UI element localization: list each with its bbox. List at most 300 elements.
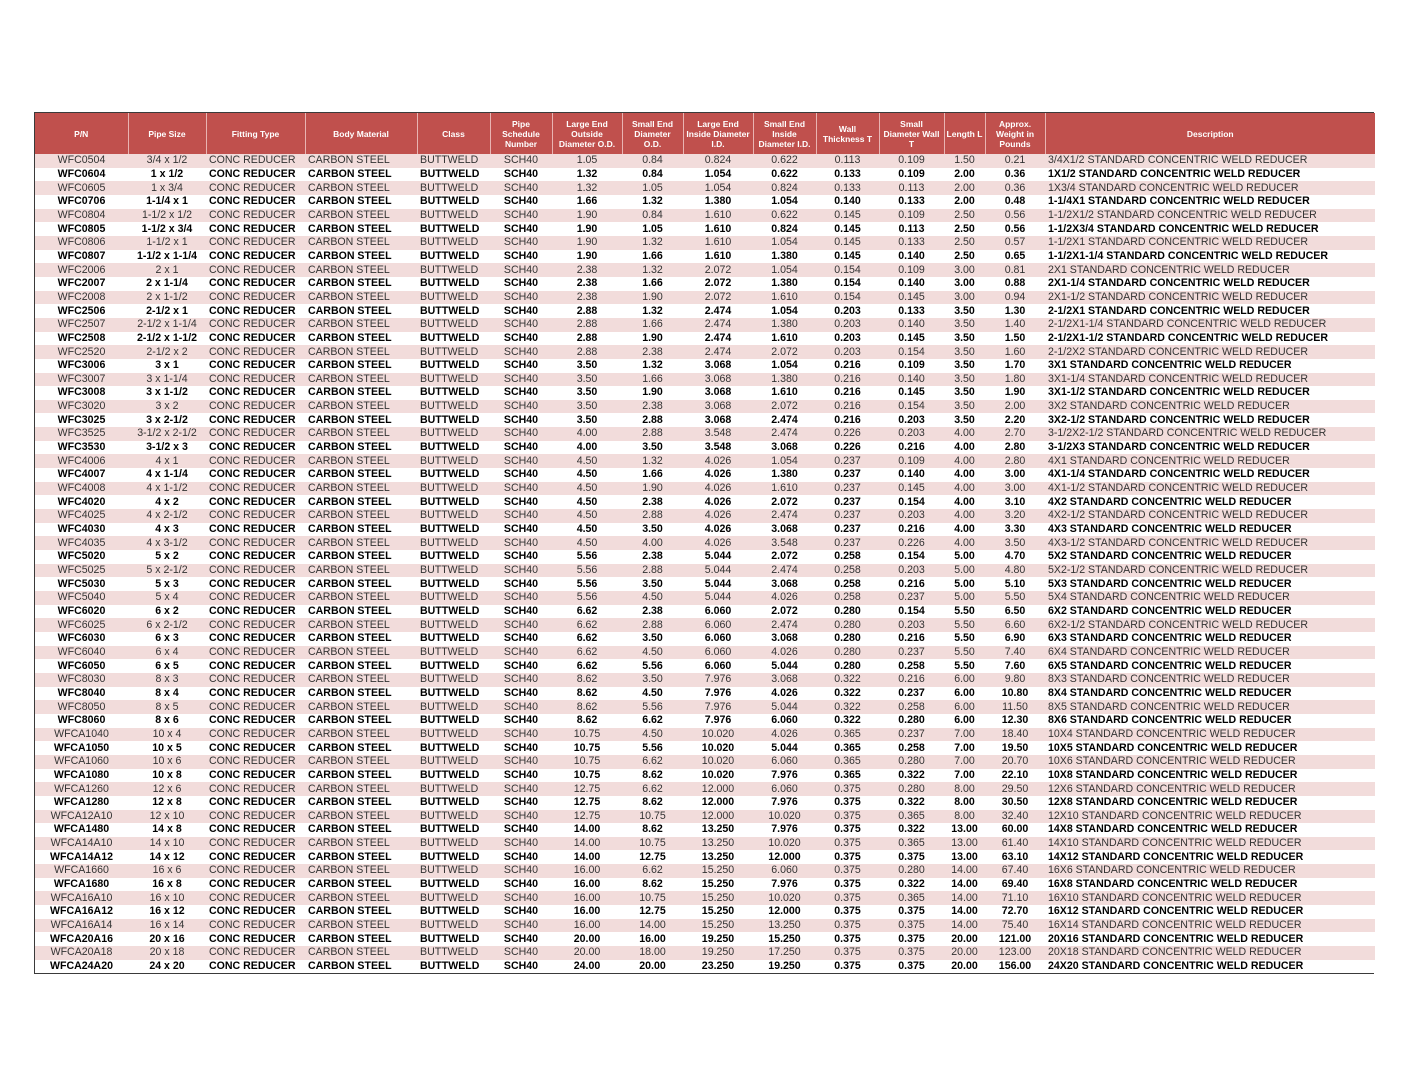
table-row (35, 796, 1375, 810)
cell-wall-thickness: 0.216 (816, 386, 879, 400)
table-row (35, 441, 1375, 455)
cell-description: 4X2 STANDARD CONCENTRIC WELD REDUCER (1045, 495, 1375, 509)
cell-body-material: CARBON STEEL (305, 386, 417, 400)
cell-pipe-size: 3-1/2 x 2-1/2 (128, 427, 206, 441)
cell-large-id: 4.026 (683, 523, 753, 537)
cell-description: 12X8 STANDARD CONCENTRIC WELD REDUCER (1045, 796, 1375, 810)
cell-small-od: 0.84 (622, 154, 683, 168)
cell-large-od: 14.00 (552, 837, 622, 851)
cell-length: 4.00 (944, 536, 985, 550)
cell-weight: 7.40 (985, 646, 1045, 660)
cell-wall-thickness: 0.145 (816, 236, 879, 250)
cell-small-od: 1.32 (622, 359, 683, 373)
cell-large-od: 1.66 (552, 195, 622, 209)
cell-description: 2-1/2X1-1/2 STANDARD CONCENTRIC WELD REDUCER (1045, 332, 1375, 346)
cell-small-od: 1.32 (622, 454, 683, 468)
cell-weight: 9.80 (985, 673, 1045, 687)
cell-small-od: 3.50 (622, 673, 683, 687)
cell-class: BUTTWELD (417, 495, 490, 509)
cell-wall-thickness: 0.154 (816, 291, 879, 305)
cell-large-id: 4.026 (683, 454, 753, 468)
cell-length: 3.00 (944, 263, 985, 277)
cell-description: 2X1-1/4 STANDARD CONCENTRIC WELD REDUCER (1045, 277, 1375, 291)
cell-fitting-type: CONC REDUCER (206, 577, 305, 591)
cell-class: BUTTWELD (417, 960, 490, 974)
cell-length: 3.50 (944, 304, 985, 318)
cell-large-od: 3.50 (552, 400, 622, 414)
cell-small-wall: 0.140 (879, 250, 944, 264)
cell-pn: WFC2008 (35, 291, 128, 305)
cell-large-od: 2.88 (552, 304, 622, 318)
cell-large-id: 4.026 (683, 495, 753, 509)
cell-large-od: 1.05 (552, 154, 622, 168)
cell-length: 3.50 (944, 373, 985, 387)
cell-body-material: CARBON STEEL (305, 413, 417, 427)
cell-schedule: SCH40 (490, 796, 552, 810)
cell-weight: 20.70 (985, 755, 1045, 769)
cell-body-material: CARBON STEEL (305, 550, 417, 564)
cell-pipe-size: 14 x 10 (128, 837, 206, 851)
table-row (35, 359, 1375, 373)
cell-fitting-type: CONC REDUCER (206, 891, 305, 905)
cell-large-id: 2.072 (683, 291, 753, 305)
cell-weight: 2.70 (985, 427, 1045, 441)
cell-large-od: 14.00 (552, 850, 622, 864)
cell-large-od: 4.00 (552, 441, 622, 455)
cell-wall-thickness: 0.375 (816, 932, 879, 946)
cell-wall-thickness: 0.375 (816, 905, 879, 919)
cell-pipe-size: 14 x 12 (128, 850, 206, 864)
cell-weight: 0.36 (985, 168, 1045, 182)
cell-length: 4.00 (944, 495, 985, 509)
cell-fitting-type: CONC REDUCER (206, 632, 305, 646)
cell-fitting-type: CONC REDUCER (206, 332, 305, 346)
cell-class: BUTTWELD (417, 550, 490, 564)
cell-large-id: 5.044 (683, 591, 753, 605)
cell-class: BUTTWELD (417, 659, 490, 673)
cell-class: BUTTWELD (417, 195, 490, 209)
cell-schedule: SCH40 (490, 591, 552, 605)
cell-fitting-type: CONC REDUCER (206, 536, 305, 550)
cell-small-id: 2.474 (753, 618, 816, 632)
cell-description: 2X1-1/2 STANDARD CONCENTRIC WELD REDUCER (1045, 291, 1375, 305)
cell-body-material: CARBON STEEL (305, 850, 417, 864)
cell-class: BUTTWELD (417, 359, 490, 373)
cell-schedule: SCH40 (490, 359, 552, 373)
cell-large-id: 15.250 (683, 878, 753, 892)
cell-wall-thickness: 0.375 (816, 837, 879, 851)
cell-description: 14X12 STANDARD CONCENTRIC WELD REDUCER (1045, 850, 1375, 864)
cell-schedule: SCH40 (490, 960, 552, 974)
cell-pn: WFCA16A12 (35, 905, 128, 919)
cell-pipe-size: 2-1/2 x 1-1/2 (128, 332, 206, 346)
cell-small-id: 5.044 (753, 659, 816, 673)
cell-small-id: 1.380 (753, 318, 816, 332)
cell-weight: 1.70 (985, 359, 1045, 373)
cell-wall-thickness: 0.322 (816, 700, 879, 714)
cell-wall-thickness: 0.237 (816, 536, 879, 550)
cell-small-wall: 0.375 (879, 932, 944, 946)
cell-pn: WFC0807 (35, 250, 128, 264)
cell-length: 5.00 (944, 564, 985, 578)
cell-body-material: CARBON STEEL (305, 291, 417, 305)
col-header-large-od: Large End Outside Diameter O.D. (552, 113, 622, 154)
cell-weight: 75.40 (985, 919, 1045, 933)
cell-large-id: 15.250 (683, 919, 753, 933)
cell-large-od: 6.62 (552, 632, 622, 646)
cell-small-od: 4.50 (622, 591, 683, 605)
cell-small-wall: 0.145 (879, 332, 944, 346)
cell-class: BUTTWELD (417, 837, 490, 851)
cell-small-id: 1.054 (753, 304, 816, 318)
cell-fitting-type: CONC REDUCER (206, 741, 305, 755)
cell-pipe-size: 6 x 2-1/2 (128, 618, 206, 632)
cell-length: 6.00 (944, 714, 985, 728)
cell-large-od: 10.75 (552, 755, 622, 769)
cell-length: 5.50 (944, 618, 985, 632)
cell-weight: 4.80 (985, 564, 1045, 578)
cell-small-id: 1.610 (753, 332, 816, 346)
cell-schedule: SCH40 (490, 782, 552, 796)
cell-description: 8X3 STANDARD CONCENTRIC WELD REDUCER (1045, 673, 1375, 687)
cell-schedule: SCH40 (490, 810, 552, 824)
cell-schedule: SCH40 (490, 154, 552, 168)
cell-large-id: 10.020 (683, 769, 753, 783)
cell-small-wall: 0.203 (879, 427, 944, 441)
cell-small-wall: 0.216 (879, 523, 944, 537)
cell-small-id: 2.072 (753, 605, 816, 619)
cell-class: BUTTWELD (417, 891, 490, 905)
cell-description: 6X2 STANDARD CONCENTRIC WELD REDUCER (1045, 605, 1375, 619)
cell-small-od: 1.90 (622, 482, 683, 496)
table-row (35, 509, 1375, 523)
cell-length: 20.00 (944, 932, 985, 946)
cell-small-id: 2.474 (753, 564, 816, 578)
cell-description: 1-1/2X3/4 STANDARD CONCENTRIC WELD REDUCER (1045, 222, 1375, 236)
cell-large-id: 15.250 (683, 905, 753, 919)
cell-schedule: SCH40 (490, 646, 552, 660)
cell-length: 4.00 (944, 482, 985, 496)
cell-large-id: 6.060 (683, 659, 753, 673)
cell-length: 13.00 (944, 850, 985, 864)
cell-small-id: 1.054 (753, 236, 816, 250)
cell-small-wall: 0.258 (879, 700, 944, 714)
cell-small-wall: 0.280 (879, 864, 944, 878)
cell-small-id: 2.072 (753, 400, 816, 414)
cell-body-material: CARBON STEEL (305, 181, 417, 195)
cell-large-id: 5.044 (683, 564, 753, 578)
cell-schedule: SCH40 (490, 304, 552, 318)
col-header-large-id: Large End Inside Diameter I.D. (683, 113, 753, 154)
cell-pn: WFCA1680 (35, 878, 128, 892)
cell-weight: 2.20 (985, 413, 1045, 427)
cell-schedule: SCH40 (490, 373, 552, 387)
cell-weight: 3.00 (985, 468, 1045, 482)
cell-length: 2.50 (944, 222, 985, 236)
cell-pipe-size: 3 x 2-1/2 (128, 413, 206, 427)
cell-pipe-size: 12 x 6 (128, 782, 206, 796)
cell-large-id: 2.474 (683, 318, 753, 332)
cell-weight: 0.36 (985, 181, 1045, 195)
cell-description: 1-1/2X1/2 STANDARD CONCENTRIC WELD REDUCER (1045, 209, 1375, 223)
cell-fitting-type: CONC REDUCER (206, 919, 305, 933)
cell-large-od: 2.88 (552, 318, 622, 332)
cell-fitting-type: CONC REDUCER (206, 400, 305, 414)
cell-small-od: 2.88 (622, 509, 683, 523)
cell-large-id: 2.474 (683, 304, 753, 318)
cell-small-od: 6.62 (622, 864, 683, 878)
cell-body-material: CARBON STEEL (305, 919, 417, 933)
cell-wall-thickness: 0.216 (816, 359, 879, 373)
cell-fitting-type: CONC REDUCER (206, 468, 305, 482)
cell-wall-thickness: 0.203 (816, 318, 879, 332)
cell-length: 4.00 (944, 441, 985, 455)
cell-schedule: SCH40 (490, 919, 552, 933)
cell-small-id: 3.548 (753, 536, 816, 550)
cell-small-od: 2.88 (622, 618, 683, 632)
cell-large-id: 6.060 (683, 632, 753, 646)
cell-small-wall: 0.140 (879, 318, 944, 332)
cell-pipe-size: 12 x 10 (128, 810, 206, 824)
cell-class: BUTTWELD (417, 796, 490, 810)
cell-large-od: 8.62 (552, 673, 622, 687)
cell-length: 5.00 (944, 591, 985, 605)
col-header-fitting-type: Fitting Type (206, 113, 305, 154)
cell-schedule: SCH40 (490, 769, 552, 783)
col-header-small-wall: Small Diameter Wall T (879, 113, 944, 154)
cell-pn: WFCA16A14 (35, 919, 128, 933)
cell-large-id: 3.548 (683, 441, 753, 455)
cell-small-id: 4.026 (753, 591, 816, 605)
cell-schedule: SCH40 (490, 905, 552, 919)
cell-schedule: SCH40 (490, 564, 552, 578)
cell-pn: WFC0806 (35, 236, 128, 250)
cell-description: 3-1/2X2-1/2 STANDARD CONCENTRIC WELD REDUCER (1045, 427, 1375, 441)
cell-small-id: 5.044 (753, 700, 816, 714)
cell-class: BUTTWELD (417, 932, 490, 946)
cell-pn: WFC6030 (35, 632, 128, 646)
cell-length: 4.00 (944, 509, 985, 523)
table-row (35, 728, 1375, 742)
cell-small-wall: 0.216 (879, 673, 944, 687)
cell-small-wall: 0.226 (879, 536, 944, 550)
cell-fitting-type: CONC REDUCER (206, 810, 305, 824)
cell-pipe-size: 10 x 6 (128, 755, 206, 769)
cell-wall-thickness: 0.145 (816, 222, 879, 236)
cell-body-material: CARBON STEEL (305, 700, 417, 714)
cell-wall-thickness: 0.216 (816, 373, 879, 387)
cell-pipe-size: 1-1/2 x 1-1/4 (128, 250, 206, 264)
cell-schedule: SCH40 (490, 413, 552, 427)
cell-wall-thickness: 0.133 (816, 168, 879, 182)
cell-small-id: 1.380 (753, 468, 816, 482)
table-row (35, 810, 1375, 824)
cell-small-wall: 0.365 (879, 810, 944, 824)
cell-weight: 0.88 (985, 277, 1045, 291)
cell-pn: WFC6025 (35, 618, 128, 632)
cell-large-od: 16.00 (552, 919, 622, 933)
cell-wall-thickness: 0.258 (816, 564, 879, 578)
cell-pn: WFC2006 (35, 263, 128, 277)
col-header-length: Length L (944, 113, 985, 154)
cell-description: 2-1/2X1 STANDARD CONCENTRIC WELD REDUCER (1045, 304, 1375, 318)
cell-small-id: 2.072 (753, 495, 816, 509)
cell-pipe-size: 2 x 1-1/4 (128, 277, 206, 291)
cell-body-material: CARBON STEEL (305, 400, 417, 414)
cell-wall-thickness: 0.226 (816, 427, 879, 441)
cell-class: BUTTWELD (417, 632, 490, 646)
cell-wall-thickness: 0.113 (816, 154, 879, 168)
cell-weight: 0.81 (985, 263, 1045, 277)
cell-description: 3/4X1/2 STANDARD CONCENTRIC WELD REDUCER (1045, 154, 1375, 168)
cell-class: BUTTWELD (417, 209, 490, 223)
cell-schedule: SCH40 (490, 932, 552, 946)
cell-fitting-type: CONC REDUCER (206, 441, 305, 455)
cell-description: 16X14 STANDARD CONCENTRIC WELD REDUCER (1045, 919, 1375, 933)
table-row (35, 154, 1375, 168)
table-body (35, 154, 1375, 973)
cell-description: 10X8 STANDARD CONCENTRIC WELD REDUCER (1045, 769, 1375, 783)
cell-length: 5.50 (944, 605, 985, 619)
cell-schedule: SCH40 (490, 728, 552, 742)
cell-wall-thickness: 0.216 (816, 413, 879, 427)
cell-class: BUTTWELD (417, 509, 490, 523)
cell-pn: WFCA1660 (35, 864, 128, 878)
cell-large-id: 19.250 (683, 932, 753, 946)
cell-schedule: SCH40 (490, 536, 552, 550)
cell-pn: WFC3525 (35, 427, 128, 441)
cell-small-od: 12.75 (622, 850, 683, 864)
cell-small-od: 2.38 (622, 550, 683, 564)
cell-description: 3X2 STANDARD CONCENTRIC WELD REDUCER (1045, 400, 1375, 414)
cell-small-od: 6.62 (622, 714, 683, 728)
cell-body-material: CARBON STEEL (305, 591, 417, 605)
cell-length: 3.50 (944, 413, 985, 427)
cell-pn: WFC8040 (35, 687, 128, 701)
cell-wall-thickness: 0.375 (816, 946, 879, 960)
cell-small-od: 20.00 (622, 960, 683, 974)
cell-wall-thickness: 0.280 (816, 659, 879, 673)
cell-class: BUTTWELD (417, 605, 490, 619)
cell-small-wall: 0.113 (879, 222, 944, 236)
cell-pipe-size: 16 x 12 (128, 905, 206, 919)
cell-pipe-size: 5 x 3 (128, 577, 206, 591)
cell-large-od: 1.90 (552, 250, 622, 264)
cell-small-id: 10.020 (753, 891, 816, 905)
cell-small-wall: 0.154 (879, 345, 944, 359)
cell-schedule: SCH40 (490, 755, 552, 769)
table-row (35, 564, 1375, 578)
cell-length: 2.00 (944, 181, 985, 195)
cell-large-od: 2.38 (552, 277, 622, 291)
cell-large-id: 6.060 (683, 605, 753, 619)
cell-wall-thickness: 0.145 (816, 209, 879, 223)
col-header-small-od: Small End Diameter O.D. (622, 113, 683, 154)
cell-pipe-size: 1-1/4 x 1 (128, 195, 206, 209)
cell-class: BUTTWELD (417, 413, 490, 427)
cell-small-wall: 0.322 (879, 769, 944, 783)
cell-small-id: 1.610 (753, 291, 816, 305)
cell-class: BUTTWELD (417, 318, 490, 332)
cell-large-id: 0.824 (683, 154, 753, 168)
cell-fitting-type: CONC REDUCER (206, 373, 305, 387)
cell-body-material: CARBON STEEL (305, 509, 417, 523)
cell-description: 1-1/4X1 STANDARD CONCENTRIC WELD REDUCER (1045, 195, 1375, 209)
cell-description: 10X6 STANDARD CONCENTRIC WELD REDUCER (1045, 755, 1375, 769)
table-row (35, 386, 1375, 400)
cell-pn: WFC0504 (35, 154, 128, 168)
cell-class: BUTTWELD (417, 618, 490, 632)
cell-length: 20.00 (944, 960, 985, 974)
cell-length: 5.00 (944, 577, 985, 591)
cell-large-od: 2.88 (552, 332, 622, 346)
cell-pipe-size: 8 x 3 (128, 673, 206, 687)
table-row (35, 318, 1375, 332)
cell-fitting-type: CONC REDUCER (206, 345, 305, 359)
cell-small-id: 0.622 (753, 209, 816, 223)
cell-length: 5.50 (944, 646, 985, 660)
cell-wall-thickness: 0.280 (816, 632, 879, 646)
cell-schedule: SCH40 (490, 687, 552, 701)
cell-fitting-type: CONC REDUCER (206, 181, 305, 195)
table-row (35, 495, 1375, 509)
table-row (35, 932, 1375, 946)
cell-pn: WFC4008 (35, 482, 128, 496)
cell-large-od: 5.56 (552, 550, 622, 564)
cell-schedule: SCH40 (490, 236, 552, 250)
cell-small-wall: 0.216 (879, 441, 944, 455)
cell-wall-thickness: 0.375 (816, 823, 879, 837)
cell-large-od: 3.50 (552, 373, 622, 387)
cell-weight: 0.56 (985, 222, 1045, 236)
cell-body-material: CARBON STEEL (305, 495, 417, 509)
cell-large-id: 3.548 (683, 427, 753, 441)
cell-body-material: CARBON STEEL (305, 932, 417, 946)
table-row (35, 960, 1375, 974)
cell-description: 12X10 STANDARD CONCENTRIC WELD REDUCER (1045, 810, 1375, 824)
cell-schedule: SCH40 (490, 291, 552, 305)
cell-weight: 22.10 (985, 769, 1045, 783)
cell-small-od: 2.38 (622, 495, 683, 509)
cell-small-wall: 0.237 (879, 591, 944, 605)
cell-large-id: 6.060 (683, 618, 753, 632)
cell-small-od: 3.50 (622, 632, 683, 646)
cell-pn: WFC3007 (35, 373, 128, 387)
cell-fitting-type: CONC REDUCER (206, 236, 305, 250)
cell-description: 4X1-1/4 STANDARD CONCENTRIC WELD REDUCER (1045, 468, 1375, 482)
cell-weight: 5.10 (985, 577, 1045, 591)
cell-wall-thickness: 0.258 (816, 577, 879, 591)
cell-description: 16X8 STANDARD CONCENTRIC WELD REDUCER (1045, 878, 1375, 892)
cell-schedule: SCH40 (490, 714, 552, 728)
table-row (35, 755, 1375, 769)
table-row (35, 332, 1375, 346)
cell-description: 3X1-1/2 STANDARD CONCENTRIC WELD REDUCER (1045, 386, 1375, 400)
cell-description: 14X8 STANDARD CONCENTRIC WELD REDUCER (1045, 823, 1375, 837)
cell-description: 4X2-1/2 STANDARD CONCENTRIC WELD REDUCER (1045, 509, 1375, 523)
cell-weight: 1.50 (985, 332, 1045, 346)
cell-pn: WFCA12A10 (35, 810, 128, 824)
cell-length: 3.00 (944, 291, 985, 305)
cell-small-id: 1.610 (753, 482, 816, 496)
cell-pn: WFC8030 (35, 673, 128, 687)
cell-length: 7.00 (944, 728, 985, 742)
cell-pipe-size: 8 x 4 (128, 687, 206, 701)
cell-wall-thickness: 0.375 (816, 864, 879, 878)
cell-pipe-size: 2-1/2 x 1-1/4 (128, 318, 206, 332)
cell-pipe-size: 4 x 1-1/2 (128, 482, 206, 496)
cell-description: 1-1/2X1-1/4 STANDARD CONCENTRIC WELD REDUCER (1045, 250, 1375, 264)
